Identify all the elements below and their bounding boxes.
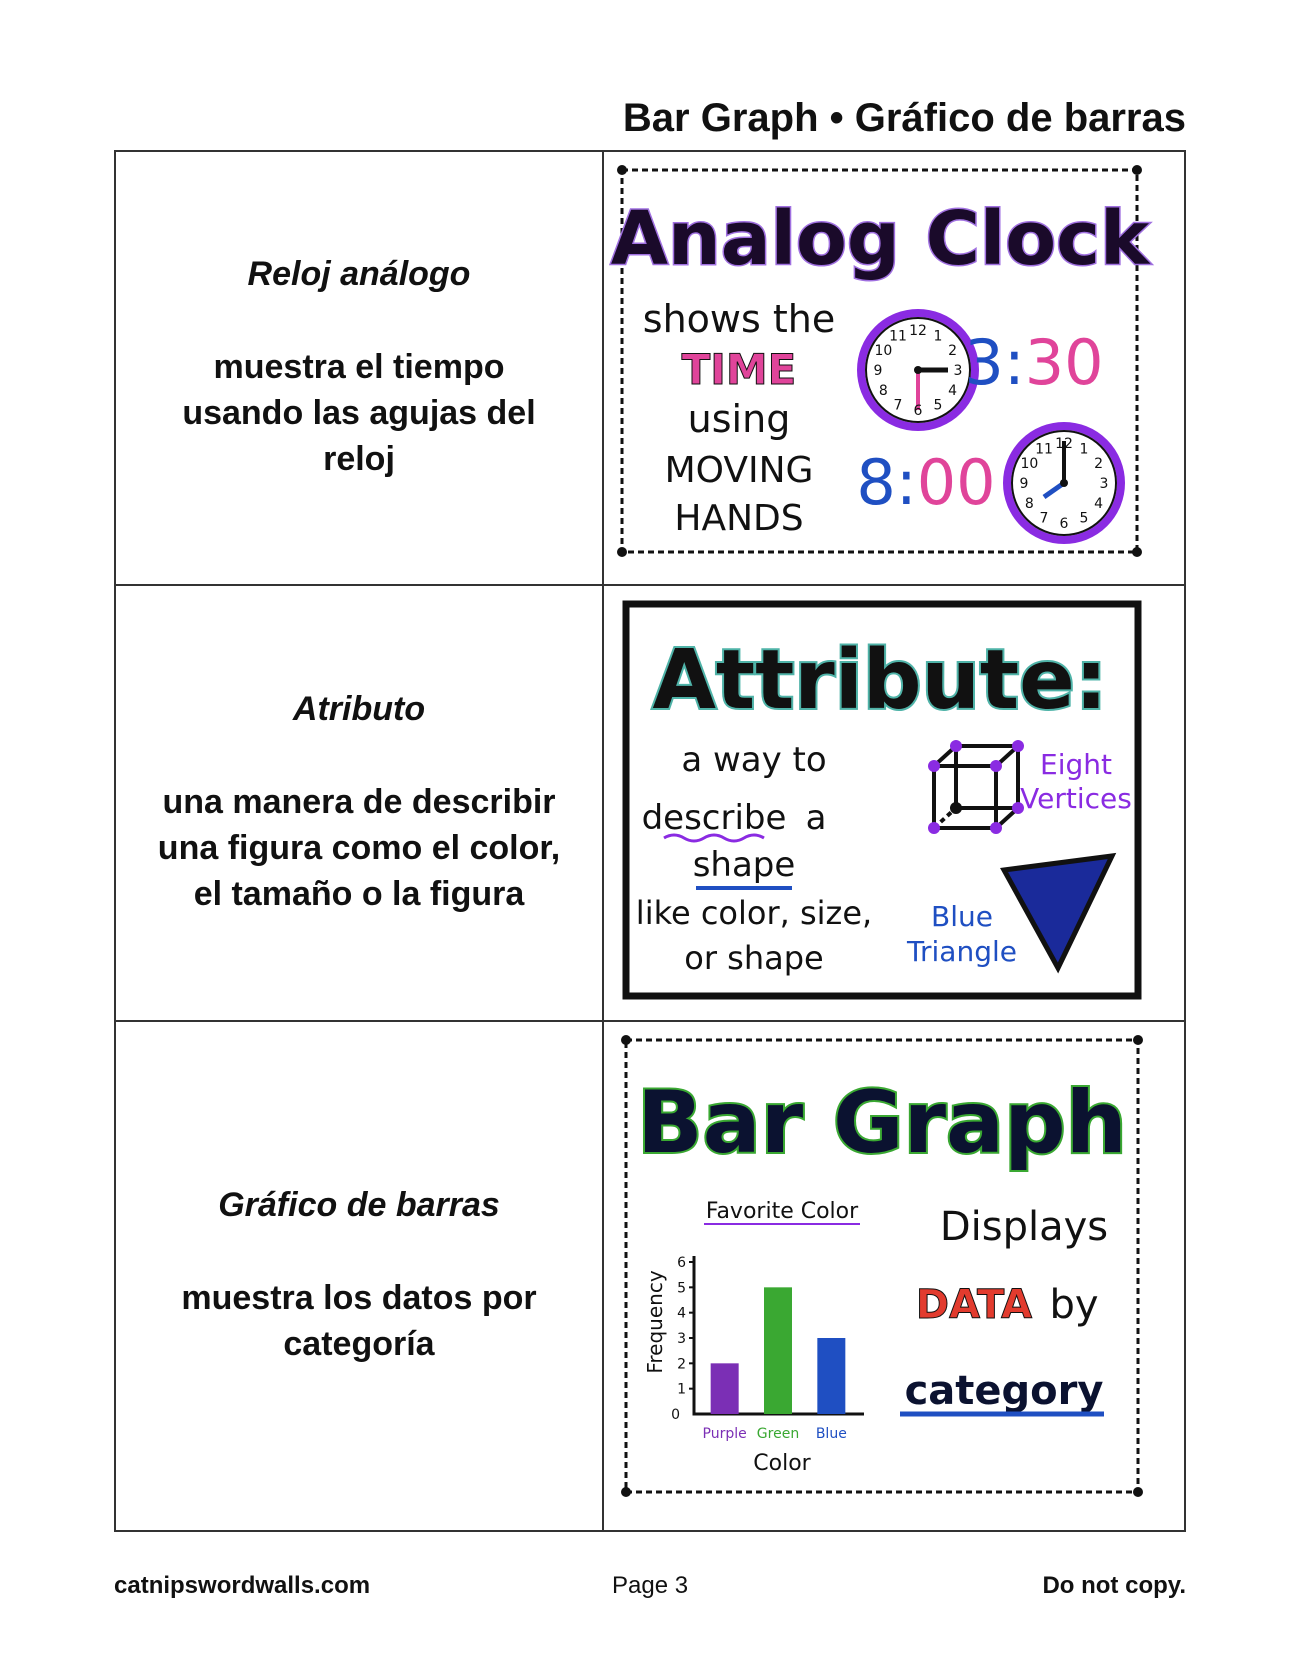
clock-numeral: 1 (933, 328, 943, 345)
card-text: HANDS (674, 498, 804, 539)
clock-numeral: 4 (1094, 496, 1104, 512)
definition-line: el tamaño o la figura (193, 874, 525, 913)
y-tick-label: 0 (671, 1407, 680, 1423)
term-title: Reloj análogo (247, 254, 471, 293)
y-tick-label: 6 (677, 1255, 686, 1271)
chart-title: Favorite Color (705, 1199, 859, 1224)
y-tick-label: 4 (677, 1305, 686, 1322)
clock-numeral: 10 (874, 343, 893, 359)
term-title: Gráfico de barras (218, 1185, 500, 1224)
card-title: Bar Graph (637, 1073, 1127, 1173)
clock-numeral: 5 (933, 397, 943, 414)
card-text: shape (692, 845, 796, 885)
time-readout-330: 3:30 (964, 326, 1104, 399)
card-text: a (805, 798, 827, 838)
clock-numeral: 5 (1079, 510, 1089, 527)
term-definition (181, 1275, 536, 1367)
clock-numeral: 7 (893, 397, 903, 414)
card-text: MOVING (664, 450, 814, 491)
table-row (116, 586, 1184, 1022)
y-tick-label: 1 (677, 1381, 686, 1398)
x-tick-label: Purple (702, 1426, 747, 1442)
y-tick-label: 3 (677, 1331, 686, 1347)
table-row (116, 152, 1184, 586)
analog-clock-card (604, 152, 1184, 582)
card-text-data: DATA (915, 1282, 1033, 1328)
card-text: or shape (684, 939, 824, 977)
definition-line: una manera de describir (162, 782, 556, 821)
card-title: Analog Clock (610, 196, 1150, 282)
card-text: Displays (939, 1204, 1109, 1250)
clock-numeral: 11 (889, 328, 907, 345)
term-definition (158, 779, 560, 917)
clock-numeral: 9 (873, 363, 883, 379)
bar-green (764, 1287, 792, 1414)
clock-numeral: 2 (1094, 456, 1104, 472)
clock-icon (1007, 426, 1121, 540)
corner-dot (617, 165, 627, 175)
clock-numeral: 6 (913, 403, 923, 419)
corner-dot (621, 1035, 631, 1045)
table-row (116, 1022, 1184, 1530)
card-text-time: TIME (681, 345, 797, 394)
footer-page-number: Page 3 (612, 1572, 689, 1599)
clock-numeral: 9 (1019, 476, 1029, 492)
clock-numeral: 3 (1099, 476, 1109, 492)
term-cell (116, 1022, 604, 1530)
definition-line: muestra los datos por (181, 1278, 537, 1317)
clock-icon (861, 313, 975, 427)
term-cell (116, 586, 604, 1020)
card-text: describe (641, 798, 787, 838)
clock-numeral: 1 (1079, 441, 1089, 458)
clock-numeral: 8 (1024, 496, 1034, 512)
x-axis-label: Color (753, 1451, 811, 1476)
corner-dot (1133, 1487, 1143, 1497)
y-tick-label: 2 (677, 1356, 686, 1373)
label-text: Blue (931, 900, 993, 933)
definition-line: muestra el tiempo (213, 347, 505, 386)
corner-dot (617, 547, 627, 557)
label-text: Triangle (907, 935, 1017, 968)
clock-numeral: 7 (1039, 510, 1049, 527)
label-text: Eight (1040, 748, 1112, 781)
y-axis-label: Frequency (643, 1270, 667, 1374)
picture-cell (604, 1022, 1184, 1530)
clock-numeral: 6 (1059, 516, 1069, 532)
page-title: Bar Graph • Gráfico de barras (622, 96, 1186, 140)
footer-site: catnipswordwalls.com (114, 1572, 371, 1599)
card-text: a way to (681, 740, 827, 780)
definition-line: reloj (323, 439, 395, 478)
clock-numeral: 3 (953, 363, 963, 379)
term-title: Atributo (292, 689, 426, 728)
card-text-category: category (904, 1368, 1104, 1414)
definition-line: usando las agujas del (182, 393, 536, 432)
clock-numeral: 2 (948, 343, 958, 359)
card-text: like color, size, (635, 894, 873, 932)
clock-numeral: 11 (1035, 441, 1053, 458)
bar-chart (643, 1199, 864, 1476)
attribute-card (604, 586, 1184, 1018)
y-tick-label: 5 (677, 1280, 686, 1297)
corner-dot (1132, 547, 1142, 557)
card-text: by (1049, 1282, 1099, 1328)
footer-notice: Do not copy. (1042, 1572, 1186, 1599)
clock-numeral: 4 (948, 383, 958, 399)
definition-line: categoría (283, 1324, 435, 1363)
card-title: Attribute: (652, 633, 1108, 728)
term-cell (116, 152, 604, 584)
term-definition (182, 344, 535, 482)
bar-blue (817, 1338, 845, 1414)
picture-cell (604, 152, 1184, 584)
card-text: using (687, 397, 791, 441)
bar-graph-card (604, 1022, 1184, 1526)
bar-purple (711, 1363, 739, 1414)
x-tick-label: Green (756, 1426, 800, 1442)
x-tick-label: Blue (815, 1426, 847, 1442)
corner-dot (1133, 1035, 1143, 1045)
clock-numeral: 12 (1055, 436, 1073, 452)
definition-line: una figura como el color, (157, 828, 561, 867)
time-readout-800: 8:00 (856, 446, 996, 519)
corner-dot (1132, 165, 1142, 175)
clock-numeral: 12 (909, 323, 927, 339)
corner-dot (621, 1487, 631, 1497)
clock-numeral: 10 (1020, 456, 1039, 472)
card-text: shows the (642, 297, 836, 341)
vocabulary-table (114, 150, 1186, 1532)
label-text: Vertices (1020, 782, 1132, 815)
clock-numeral: 8 (878, 383, 888, 399)
picture-cell (604, 586, 1184, 1020)
